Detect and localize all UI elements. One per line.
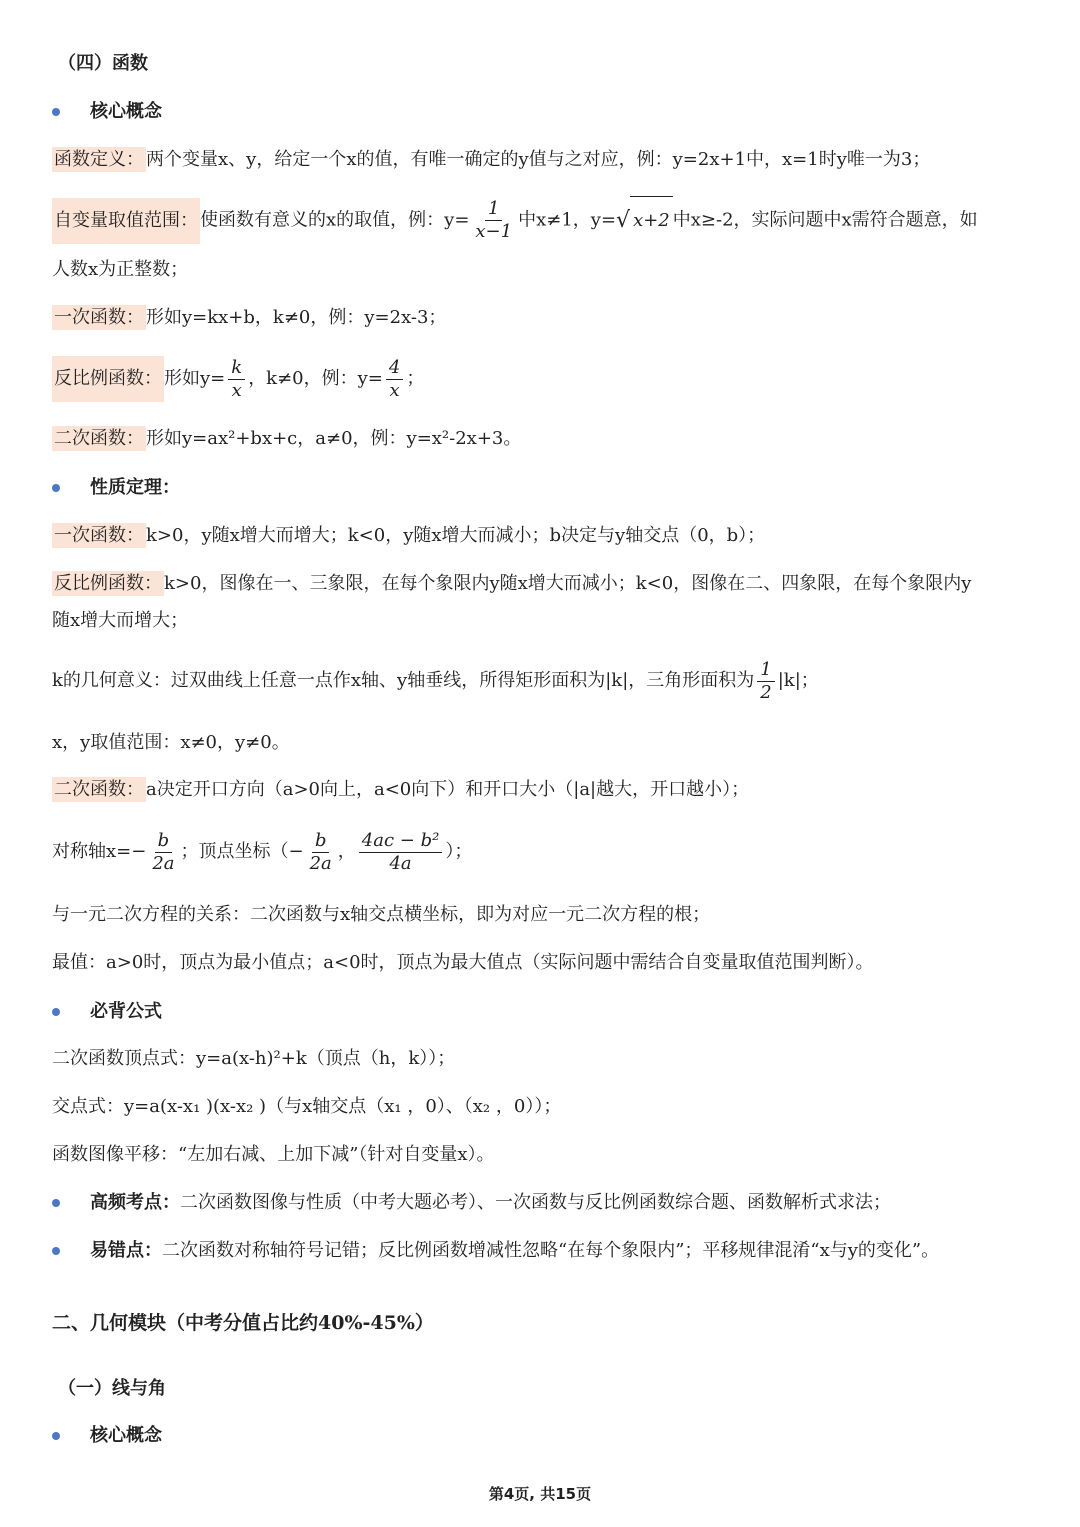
domain-definition: [52, 196, 978, 245]
linear-property-label: 一次函数：: [54, 525, 144, 546]
definition-label: 函数定义：: [54, 149, 144, 170]
high-frequency-label: 高频考点：: [90, 1192, 180, 1213]
inverse-text-c: ；: [406, 368, 425, 389]
sqrt-body: x+2: [630, 196, 673, 245]
error-text: 二次函数对称轴符号记错；反比例函数增减性忽略“在每个象限内”；平移规律混淆“x与y的变化”。: [162, 1240, 940, 1261]
xy-range: x，y取值范围：x≠0，y≠0。: [52, 732, 290, 753]
linear-text: 形如y=kx+b，k≠0，例：y=2x-3；: [146, 307, 447, 328]
quadratic-property-text: a决定开口方向（a>0向上，a<0向下）和开口大小（|a|越大，开口越小）；: [146, 779, 750, 800]
k-geometric-meaning: [52, 656, 819, 706]
vertex-fraction-1: [307, 830, 335, 875]
fraction-denominator: x−1: [475, 221, 513, 242]
vertex-form: 二次函数顶点式：y=a(x-h)²+k（顶点（h，k））；: [52, 1048, 456, 1069]
vertex-text-d: ）；: [445, 841, 473, 862]
shift-rule: 函数图像平移：“左加右减、上加下减”（针对自变量x）。: [52, 1144, 495, 1165]
axis-fraction: [149, 830, 177, 875]
linear-property: [52, 523, 765, 549]
sqrt-icon: √: [616, 207, 631, 233]
fraction-denominator: x: [389, 379, 400, 401]
domain-text-c: 中x≥-2，实际问题中x需符合题意，如: [672, 209, 978, 231]
inverse-property-label: 反比例函数：: [54, 573, 162, 594]
bullet-icon: [52, 1008, 60, 1016]
inverse-property-text: k>0，图像在一、三象限，在每个象限内y随x增大而减小；k<0，图像在二、四象限，在每个象限内y: [164, 573, 972, 594]
linear-label: 一次函数：: [54, 307, 144, 328]
fraction-numerator: 4: [386, 357, 403, 380]
extreme-text: 最值：a>0时，顶点为最小值点；a<0时，顶点为最大值点（实际问题中需结合自变量取值范围判断）。: [52, 952, 874, 973]
relation-text: 与一元二次方程的关系：二次函数与x轴交点横坐标，即为对应一元二次方程的根；: [52, 904, 711, 925]
error-label: 易错点：: [90, 1240, 162, 1261]
core-concepts-heading-2: 核心概念: [90, 1425, 162, 1446]
fraction-denominator: 2a: [309, 852, 332, 874]
quadratic-text: 形如y=ax²+bx+c，a≠0，例：y=x²-2x+3。: [146, 428, 522, 449]
quadratic-property: [52, 777, 749, 803]
fraction-numerator: 1: [757, 659, 774, 682]
inverse-fraction-2: [386, 357, 403, 402]
formulas-heading: 必背公式: [90, 1001, 162, 1022]
inverse-definition: [52, 353, 424, 405]
domain-text-d: 人数x为正整数；: [52, 259, 189, 280]
axis-text-a: 对称轴x=−: [52, 841, 147, 862]
inverse-property-text-2: 随x增大而增大；: [52, 610, 189, 631]
fraction-numerator: b: [155, 830, 173, 853]
fraction-denominator: x: [231, 379, 242, 401]
properties-heading: 性质定理：: [90, 477, 180, 498]
error-points: [90, 1238, 939, 1264]
fraction-numerator: 4ac − b²: [359, 830, 443, 853]
domain-label: 自变量取值范围：: [52, 198, 200, 244]
bullet-icon: [52, 1432, 60, 1440]
high-frequency-text: 二次函数图像与性质（中考大题必考）、一次函数与反比例函数综合题、函数解析式求法；: [180, 1192, 891, 1213]
fraction-numerator: 1: [485, 198, 502, 221]
axis-text-b: ；顶点坐标（−: [180, 841, 304, 862]
definition-text: 两个变量x、y，给定一个x的值，有唯一确定的y值与之对应，例：y=2x+1中，x=1时y唯一为3；: [146, 149, 931, 170]
sqrt-expression: [616, 196, 673, 245]
fraction-denominator: 4a: [389, 852, 412, 874]
lines-angles-title: （一）线与角: [58, 1378, 166, 1399]
k-geo-text-a: k的几何意义：过双曲线上任意一点作x轴、y轴垂线，所得矩形面积为|k|，三角形面积为: [52, 670, 755, 691]
geometry-module-title: 二、几何模块（中考分值占比约40%-45%）: [52, 1312, 434, 1334]
intercept-form: 交点式：y=a(x-x₁ )(x-x₂ )（与x轴交点（x₁ ，0）、（x₂ ，0））；: [52, 1096, 562, 1117]
quadratic-label: 二次函数：: [54, 428, 144, 449]
vertex-text-c: ，: [337, 841, 356, 862]
fraction-denominator: 2a: [152, 852, 175, 874]
inverse-text-b: ，k≠0，例：y=: [248, 368, 383, 389]
fraction-denominator: 2: [760, 681, 772, 703]
quadratic-property-label: 二次函数：: [54, 779, 144, 800]
bullet-icon: [52, 484, 60, 492]
vertex-fraction-2: [359, 830, 443, 875]
k-geo-text-b: |k|；: [777, 670, 819, 691]
inverse-fraction-1: [228, 357, 245, 402]
axis-and-vertex: [52, 826, 472, 878]
linear-definition: [52, 305, 446, 331]
bullet-icon: [52, 1247, 60, 1255]
domain-text-a: 使函数有意义的x的取值，例：y=: [200, 209, 470, 231]
bullet-icon: [52, 1199, 60, 1207]
high-frequency-points: [90, 1190, 891, 1216]
k-geo-fraction: [757, 659, 774, 704]
bullet-icon: [52, 108, 60, 116]
fraction-numerator: b: [312, 830, 330, 853]
core-concepts-heading: 核心概念: [90, 101, 162, 122]
linear-property-text: k>0，y随x增大而增大；k<0，y随x增大而减小；b决定与y轴交点（0，b）；: [146, 525, 766, 546]
quadratic-definition: [52, 426, 521, 452]
page-footer: 第4页, 共15页: [488, 1485, 592, 1503]
function-definition: [52, 147, 930, 173]
domain-text-b: 中x≠1，y=: [518, 209, 617, 231]
inverse-label: 反比例函数：: [52, 356, 164, 402]
domain-fraction: [472, 198, 515, 243]
inverse-property: [52, 571, 971, 597]
section-title: （四）函数: [58, 53, 148, 74]
inverse-text-a: 形如y=: [164, 368, 226, 389]
fraction-numerator: k: [228, 357, 245, 380]
